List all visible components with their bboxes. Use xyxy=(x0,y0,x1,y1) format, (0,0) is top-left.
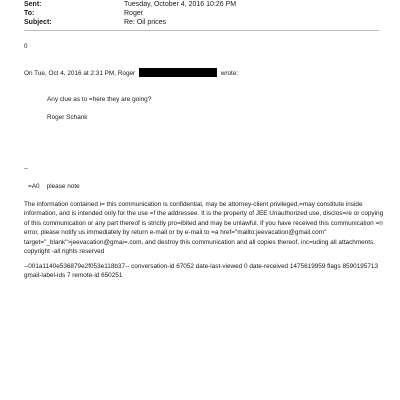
metadata-text: --001a1140e536879e2f053e118b37-- conversation-id 67052 date-last-viewed 0 date-received 1475619959 flags 8590195713 gmail-label-ids 7 remote-id 650251 xyxy=(24,263,379,280)
quote-intro-text: On Tue, Oct 4, 2016 at 2:31 PM, Roger xyxy=(24,70,136,77)
to-value: Roger xyxy=(124,10,144,17)
quote-intro-wrote: wrote: xyxy=(220,70,239,77)
header-divider xyxy=(24,30,379,31)
quoted-question: Any clue as to =here they are going? xyxy=(47,96,152,103)
body-zero: 0 xyxy=(24,43,28,50)
disclaimer-paragraph xyxy=(24,200,384,256)
sent-label: Sent: xyxy=(24,1,42,8)
disclaimer-text: The information contained i= this communication is confidential, may be attorney-client privileged,=may constitute inside information, and is intended only for the use =f the addressee. It is the property of JEE Unauthorized use, disclos=re or copying of this communication or any part thereof is strictly pro=ibited and may be unlawful. If you have received this communication =n error, please notify us immediately by return e-mail or by e-mail to =a href="mailto:jeevacation@gmail.com" target="_blank">jeevacation@gmai=.com, and destroy this communication and all copies thereof, inc=uding all attachments. copyright -all rights reserved xyxy=(24,201,384,256)
to-label: To: xyxy=(24,10,35,17)
subject-value: Re: Oil prices xyxy=(124,19,167,26)
redaction-box xyxy=(139,68,217,77)
sent-value: Tuesday, October 4, 2016 10:26 PM xyxy=(124,1,237,8)
please-note: =A0 please note xyxy=(28,183,80,190)
quoted-signature: Roger Schank xyxy=(47,114,88,121)
signature-dash: -- xyxy=(24,165,29,172)
quote-intro xyxy=(24,68,238,78)
subject-label: Subject: xyxy=(24,19,52,26)
message-metadata xyxy=(24,262,384,281)
